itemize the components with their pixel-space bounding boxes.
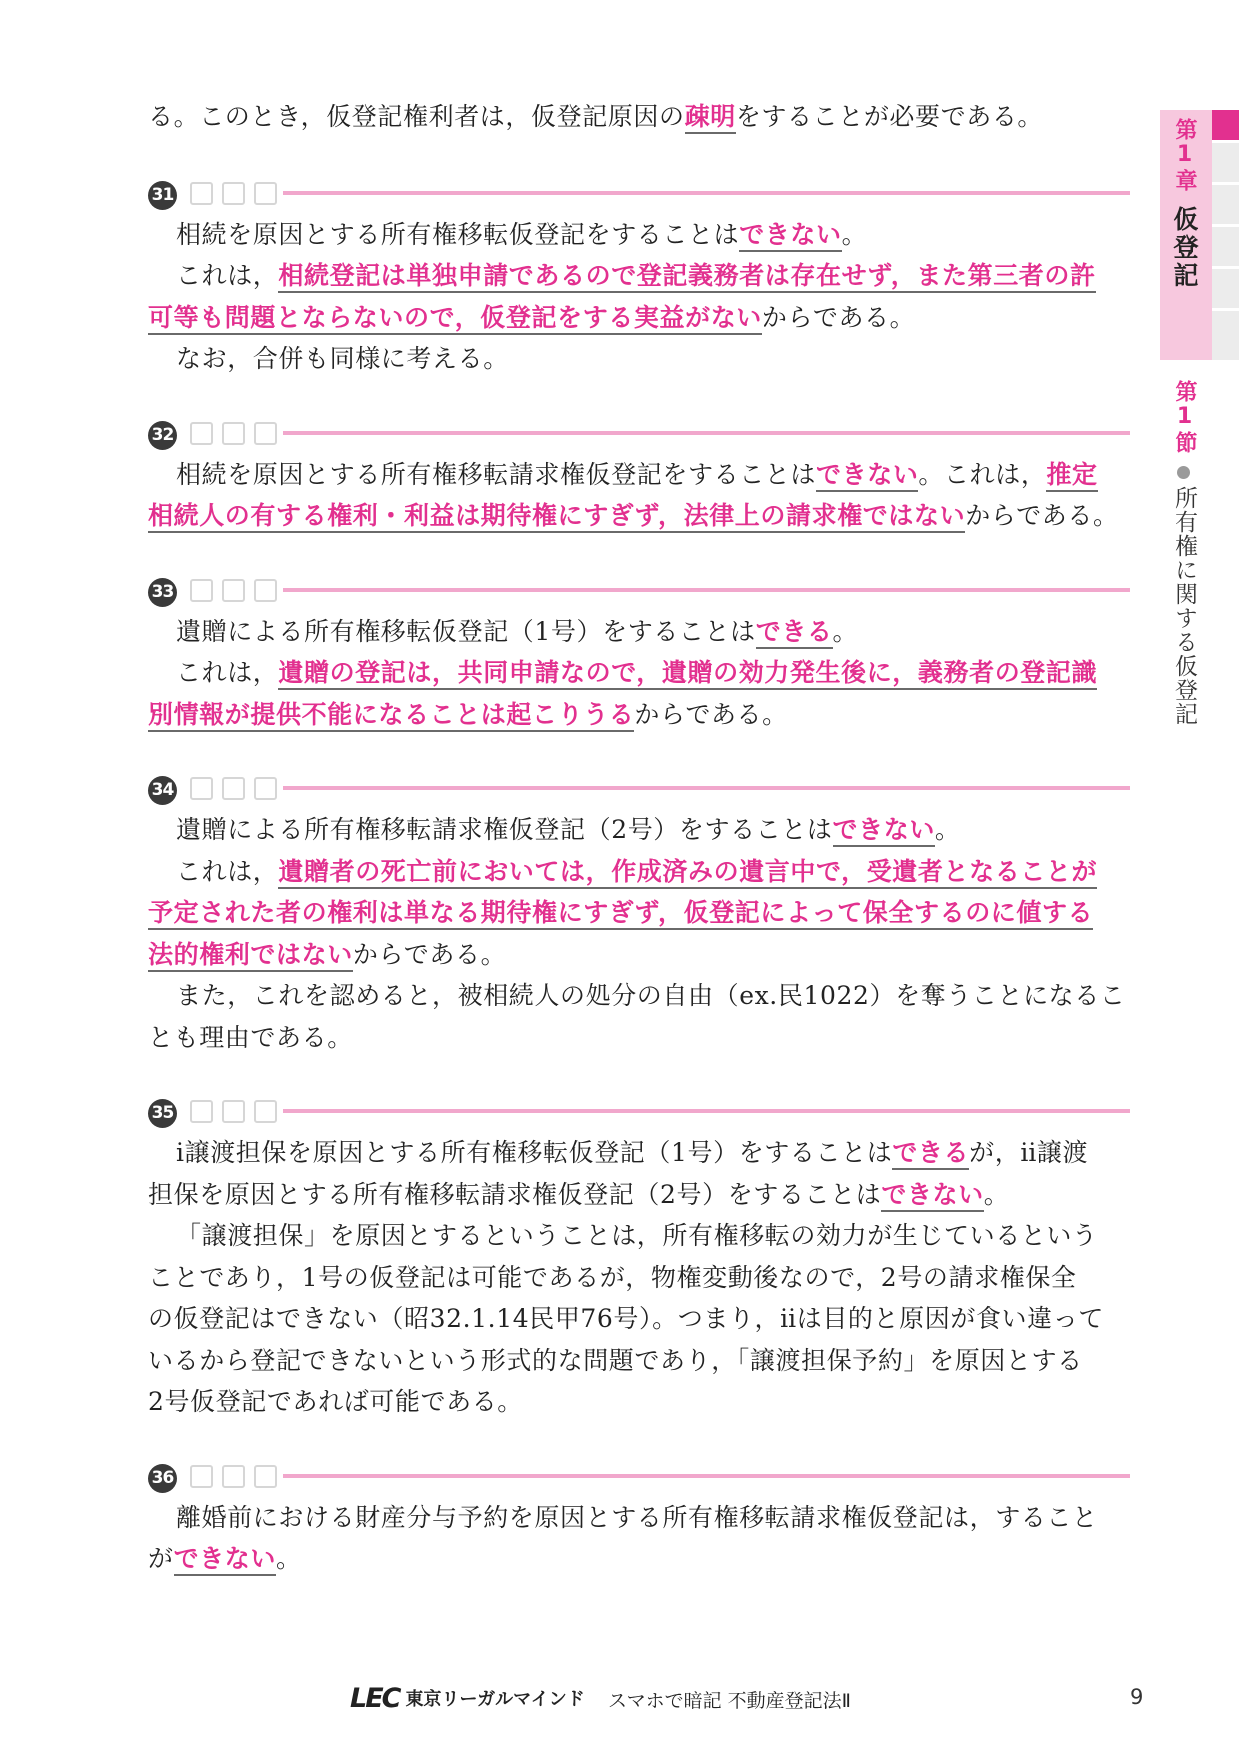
question-header xyxy=(148,176,1130,214)
question-header xyxy=(148,416,1130,454)
paragraph-line: 担保を原因とする所有権移転請求権仮登記（2号）をすることはできない。 xyxy=(148,1174,1130,1216)
review-checkbox[interactable] xyxy=(254,1465,277,1488)
question-number-badge: 36 xyxy=(148,1464,177,1493)
intro-line: る。このとき，仮登記権利者は，仮登記原因の疎明をすることが必要である。 xyxy=(148,96,1130,138)
question-number-badge: 32 xyxy=(148,421,177,450)
review-checkbox[interactable] xyxy=(190,422,213,445)
review-checkbox[interactable] xyxy=(222,422,245,445)
paragraph-line: 可等も問題とならないので，仮登記をする実益がないからである。 xyxy=(148,297,1130,339)
index-divider xyxy=(1212,182,1239,185)
key-reason: 法的権利ではない xyxy=(148,940,353,972)
main-content xyxy=(148,96,1130,1580)
review-checkbox[interactable] xyxy=(222,182,245,205)
key-reason: 別情報が提供不能になることは起こりうる xyxy=(148,700,634,732)
paragraph-line: いるから登記できないという形式的な問題であり，「譲渡担保予約」を原因とする xyxy=(148,1345,1083,1375)
review-checkbox[interactable] xyxy=(190,579,213,602)
review-checkbox[interactable] xyxy=(222,777,245,800)
paragraph-line: これは，相続登記は単独申請であるので登記義務者は存在せず，また第三者の許 xyxy=(148,255,1130,297)
question-number-badge: 34 xyxy=(148,776,177,805)
review-checkbox[interactable] xyxy=(254,777,277,800)
review-checkbox[interactable] xyxy=(190,1465,213,1488)
review-checkbox[interactable] xyxy=(190,777,213,800)
paragraph-line: 「譲渡担保」を原因とするということは，所有権移転の効力が生じているという xyxy=(176,1221,1098,1250)
section-label: 第1節 xyxy=(1172,380,1197,455)
review-checkbox[interactable] xyxy=(190,1100,213,1123)
lec-logo-mark: LEC xyxy=(350,1682,400,1714)
answer-term: できる xyxy=(892,1138,969,1170)
book-title: スマホで暗記 不動産登記法Ⅱ xyxy=(608,1690,852,1712)
paragraph-line xyxy=(148,892,1130,934)
question-number-badge: 31 xyxy=(148,181,177,210)
paragraph-line: ことであり，1号の仮登記は可能であるが，物権変動後なので，2号の請求権保全 xyxy=(148,1262,1077,1292)
review-checkbox[interactable] xyxy=(254,422,277,445)
chapter-title: 仮登記 xyxy=(1170,206,1199,290)
question-rule xyxy=(283,431,1130,435)
key-term: 疎明 xyxy=(685,102,736,134)
chapter-index-strip xyxy=(1212,110,1239,360)
question-rule xyxy=(283,191,1130,195)
question-number-badge: 33 xyxy=(148,578,177,607)
key-reason: 可等も問題とならないので，仮登記をする実益がない xyxy=(148,303,762,335)
page-number: 9 xyxy=(1130,1685,1144,1709)
paragraph-line: ⅰ譲渡担保を原因とする所有権移転仮登記（1号）をすることはできるが，ⅱ譲渡 xyxy=(148,1132,1130,1174)
section-bullet-icon xyxy=(1177,466,1190,479)
paragraph-line: 離婚前における財産分与予約を原因とする所有権移転請求権仮登記は，すること xyxy=(176,1502,1098,1532)
section-title: 所有権に関する仮登記 xyxy=(1171,486,1197,726)
question-number-badge: 35 xyxy=(148,1099,177,1128)
review-checkbox[interactable] xyxy=(254,182,277,205)
paragraph-line: 法的権利ではないからである。 xyxy=(148,934,1130,976)
answer-term: できない xyxy=(881,1180,983,1212)
question-rule xyxy=(283,1474,1130,1478)
index-divider xyxy=(1212,140,1239,143)
paragraph-line: 相続を原因とする所有権移転請求権仮登記をすることはできない。これは，推定 xyxy=(148,454,1130,496)
current-chapter-marker xyxy=(1212,110,1239,140)
paragraph-line: 相続を原因とする所有権移転仮登記をすることはできない。 xyxy=(148,214,1130,256)
review-checkbox[interactable] xyxy=(190,182,213,205)
publisher-name: 東京リーガルマインド xyxy=(405,1689,585,1710)
paragraph-line: 相続人の有する権利・利益は期待権にすぎず，法律上の請求権ではないからである。 xyxy=(148,495,1130,537)
chapter-label: 第1章 xyxy=(1172,118,1197,193)
index-divider xyxy=(1212,308,1239,311)
index-divider xyxy=(1212,224,1239,227)
answer-term: できない xyxy=(739,220,841,252)
review-checkbox[interactable] xyxy=(222,1100,245,1123)
paragraph-line: これは，遺贈者の死亡前においては，作成済みの遺言中で，受遺者となることが xyxy=(148,851,1130,893)
question-header xyxy=(148,1094,1130,1132)
review-checkbox[interactable] xyxy=(254,579,277,602)
paragraph-line: ができない。 xyxy=(148,1538,1130,1580)
paragraph-line: 別情報が提供不能になることは起こりうるからである。 xyxy=(148,694,1130,736)
key-reason: 遺贈の登記は，共同申請なので，遺贈の効力発生後に，義務者の登記識 xyxy=(278,658,1097,690)
publisher-logo xyxy=(350,1684,585,1712)
paragraph-line: また，これを認めると，被相続人の処分の自由（ex.民1022）を奪うことになるこ xyxy=(176,981,1126,1010)
paragraph-line: なお，合併も同様に考える。 xyxy=(176,344,509,373)
review-checkbox[interactable] xyxy=(222,579,245,602)
index-divider xyxy=(1212,266,1239,269)
paragraph-line: の仮登記はできない（昭32.1.14民甲76号）。つまり，ⅱは目的と原因が食い違って xyxy=(148,1304,1104,1333)
question-rule xyxy=(283,588,1130,592)
key-reason: 相続登記は単独申請であるので登記義務者は存在せず，また第三者の許 xyxy=(278,261,1095,293)
answer-term: できない xyxy=(833,815,935,847)
review-checkbox[interactable] xyxy=(254,1100,277,1123)
question-rule xyxy=(283,786,1130,790)
answer-term: できない xyxy=(174,1544,276,1576)
paragraph-line: とも理由である。 xyxy=(148,1022,353,1052)
question-header xyxy=(148,1459,1130,1497)
paragraph-line: 遺贈による所有権移転請求権仮登記（2号）をすることはできない。 xyxy=(148,809,1130,851)
key-reason: 推定 xyxy=(1046,460,1097,492)
key-reason: 遺贈者の死亡前においては，作成済みの遺言中で，受遺者となることが xyxy=(278,857,1097,889)
answer-term: できる xyxy=(756,617,833,649)
page-footer xyxy=(0,1684,1239,1714)
question-rule xyxy=(283,1109,1130,1113)
answer-term: できない xyxy=(816,460,918,492)
paragraph-line: 遺贈による所有権移転仮登記（1号）をすることはできる。 xyxy=(148,611,1130,653)
key-reason: 予定された者の権利は単なる期待権にすぎず，仮登記によって保全するのに値する xyxy=(148,898,1093,930)
key-reason: 相続人の有する権利・利益は期待権にすぎず，法律上の請求権ではない xyxy=(148,501,965,533)
question-header xyxy=(148,573,1130,611)
paragraph-line: これは，遺贈の登記は，共同申請なので，遺贈の効力発生後に，義務者の登記識 xyxy=(148,652,1130,694)
question-header xyxy=(148,771,1130,809)
review-checkbox[interactable] xyxy=(222,1465,245,1488)
paragraph-line: 2号仮登記であれば可能である。 xyxy=(148,1387,523,1416)
